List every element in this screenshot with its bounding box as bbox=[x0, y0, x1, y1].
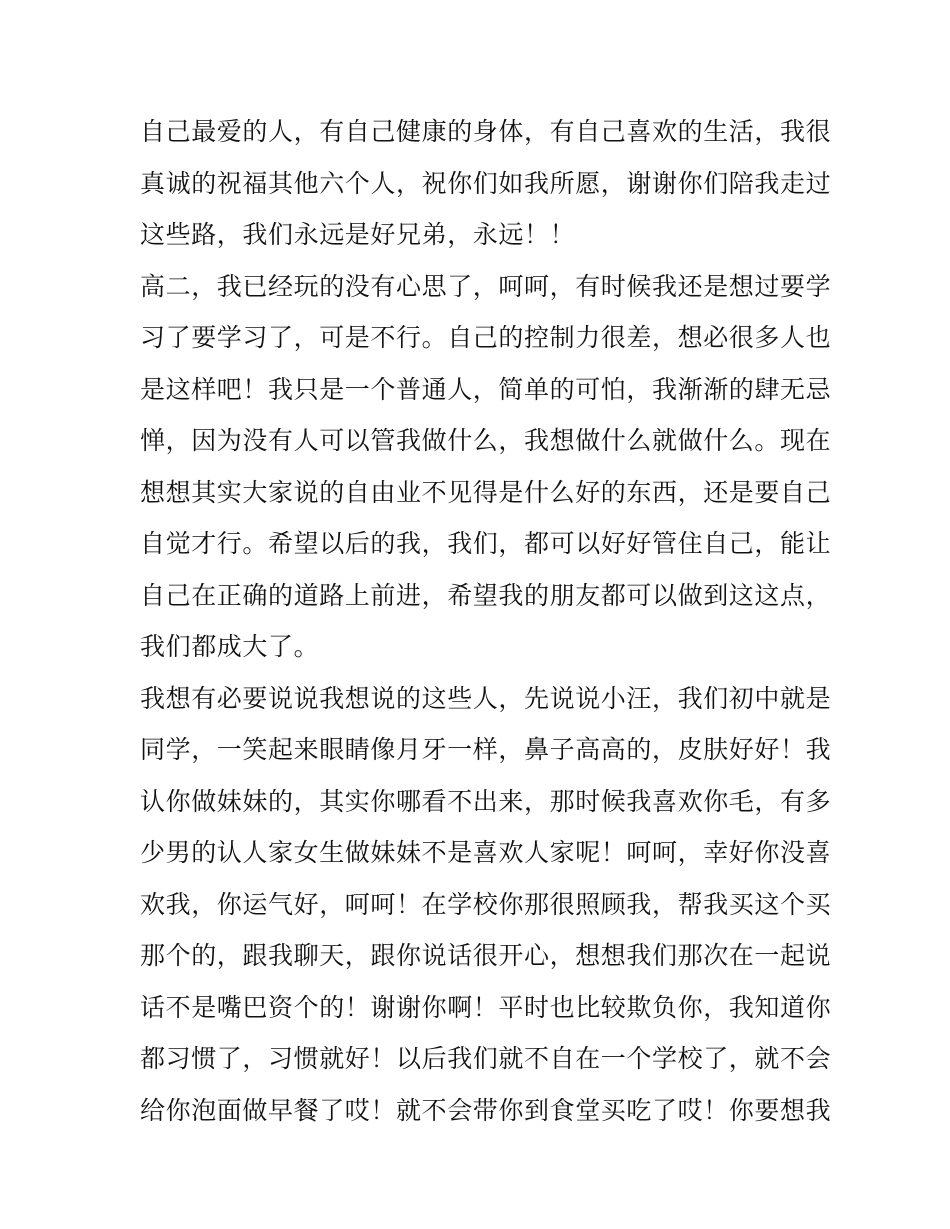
text-line: 惮，因为没有人可以管我做什么，我想做什么就做什么。现在 bbox=[140, 426, 832, 455]
text-line: 这些路，我们永远是好兄弟，永远！！ bbox=[140, 220, 576, 249]
text-line: 我们都成大了。 bbox=[140, 632, 320, 661]
text-line: 话不是嘴巴资个的！谢谢你啊！平时也比较欺负你，我知道你 bbox=[140, 992, 832, 1022]
text-line: 想想其实大家说的自由业不见得是什么好的东西，还是要自己 bbox=[140, 477, 832, 507]
text-line: 习了要学习了，可是不行。自己的控制力很差，想必很多人也 bbox=[140, 323, 832, 352]
text-line: 给你泡面做早餐了哎！就不会带你到食堂买吃了哎！你要想我 bbox=[140, 1095, 832, 1125]
text-line: 是这样吧！我只是一个普通人，简单的可怕，我渐渐的肆无忌 bbox=[140, 374, 832, 404]
text-line: 自己最爱的人，有自己健康的身体，有自己喜欢的生活，我很 bbox=[140, 117, 832, 146]
text-line: 欢我，你运气好，呵呵！在学校你那很照顾我，帮我买这个买 bbox=[140, 889, 832, 919]
text-line: 高二，我已经玩的没有心思了，呵呵，有时候我还是想过要学 bbox=[140, 271, 832, 301]
text-line: 真诚的祝福其他六个人，祝你们如我所愿，谢谢你们陪我走过 bbox=[140, 168, 832, 198]
text-line: 都习惯了，习惯就好！以后我们就不自在一个学校了，就不会 bbox=[140, 1044, 832, 1073]
text-line: 自己在正确的道路上前进，希望我的朋友都可以做到这这点， bbox=[140, 580, 832, 610]
text-line: 那个的，跟我聊天，跟你说话很开心，想想我们那次在一起说 bbox=[140, 941, 832, 970]
body-text bbox=[140, 106, 832, 1136]
text-line: 我想有必要说说我想说的这些人，先说说小汪，我们初中就是 bbox=[140, 683, 832, 713]
text-line: 认你做妹妹的，其实你哪看不出来，那时候我喜欢你毛，有多 bbox=[140, 786, 832, 816]
text-line: 少男的认人家女生做妹妹不是喜欢人家呢！呵呵，幸好你没喜 bbox=[140, 838, 832, 867]
text-line: 同学，一笑起来眼睛像月牙一样，鼻子高高的，皮肤好好！我 bbox=[140, 735, 832, 764]
text-line: 自觉才行。希望以后的我，我们，都可以好好管住自己，能让 bbox=[140, 529, 832, 558]
